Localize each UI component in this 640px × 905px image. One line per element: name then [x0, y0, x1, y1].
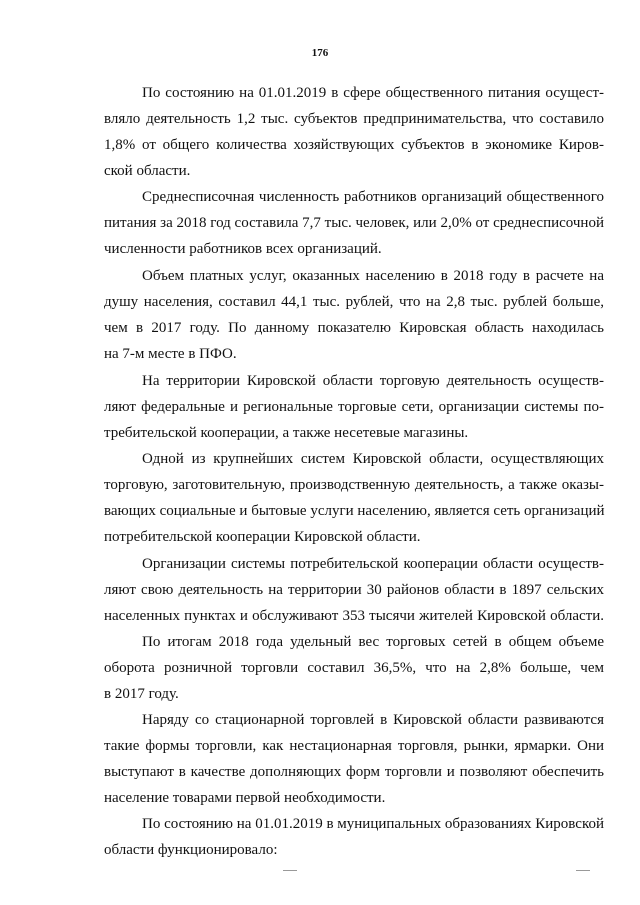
text-line: вляло деятельность 1,2 тыс. субъектов предпринимательства, что составило	[104, 111, 604, 127]
text-line: По итогам 2018 года удельный вес торговых сетей в общем объеме	[142, 634, 604, 650]
text-line: Наряду со стационарной торговлей в Кировской области развиваются	[142, 712, 604, 728]
text-line: По состоянию на 01.01.2019 в муниципальных образованиях Кировской	[142, 816, 604, 832]
text-line: Объем платных услуг, оказанных населению в 2018 году в расчете на	[142, 268, 604, 284]
text-line: на 7-м месте в ПФО.	[104, 346, 237, 362]
text-line: По состоянию на 01.01.2019 в сфере общественного питания осущест-	[142, 85, 604, 101]
text-line: требительской кооперации, а также несетевые магазины.	[104, 425, 469, 441]
text-line: области функционировало:	[104, 842, 278, 858]
text-line: численности работников всех организаций.	[104, 241, 382, 257]
text-line: население товарами первой необходимости.	[104, 790, 386, 806]
text-line: вающих социальные и бытовые услуги населению, является сеть организаций	[104, 503, 605, 519]
scan-mark	[283, 870, 297, 871]
text-line: оборота розничной торговли составил 36,5%, что на 2,8% больше, чем	[104, 660, 604, 676]
text-line: населенных пунктах и обслуживают 353 тысячи жителей Кировской области.	[104, 608, 604, 624]
text-line: ской области.	[104, 163, 191, 179]
text-line: Среднесписочная численность работников организаций общественного	[142, 189, 604, 205]
text-line: 1,8% от общего количества хозяйствующих субъектов в экономике Киров-	[104, 137, 604, 153]
text-line: выступают в качестве дополняющих форм торговли и позволяют обеспечить	[104, 764, 604, 780]
text-line: ляют федеральные и региональные торговые сети, организации системы по-	[104, 399, 604, 415]
text-line: Организации системы потребительской кооперации области осуществ-	[142, 556, 604, 572]
text-line: душу населения, составил 44,1 тыс. рублей, что на 2,8 тыс. рублей больше,	[104, 294, 604, 310]
page-number: 176	[311, 47, 329, 59]
text-line: питания за 2018 год составила 7,7 тыс. человек, или 2,0% от среднесписочной	[104, 215, 604, 231]
text-line: чем в 2017 году. По данному показателю Кировская область находилась	[104, 320, 604, 336]
scan-mark	[576, 870, 590, 871]
text-line: ляют свою деятельность на территории 30 районов области в 1897 сельских	[104, 582, 604, 598]
text-line: Одной из крупнейших систем Кировской области, осуществляющих	[142, 451, 604, 467]
text-line: в 2017 году.	[104, 686, 179, 702]
text-line: торговую, заготовительную, производственную деятельность, а также оказы-	[104, 477, 604, 493]
text-line: На территории Кировской области торговую деятельность осуществ-	[142, 373, 604, 389]
text-line: такие формы торговли, как нестационарная торговля, рынки, ярмарки. Они	[104, 738, 604, 754]
text-line: потребительской кооперации Кировской области.	[104, 529, 421, 545]
